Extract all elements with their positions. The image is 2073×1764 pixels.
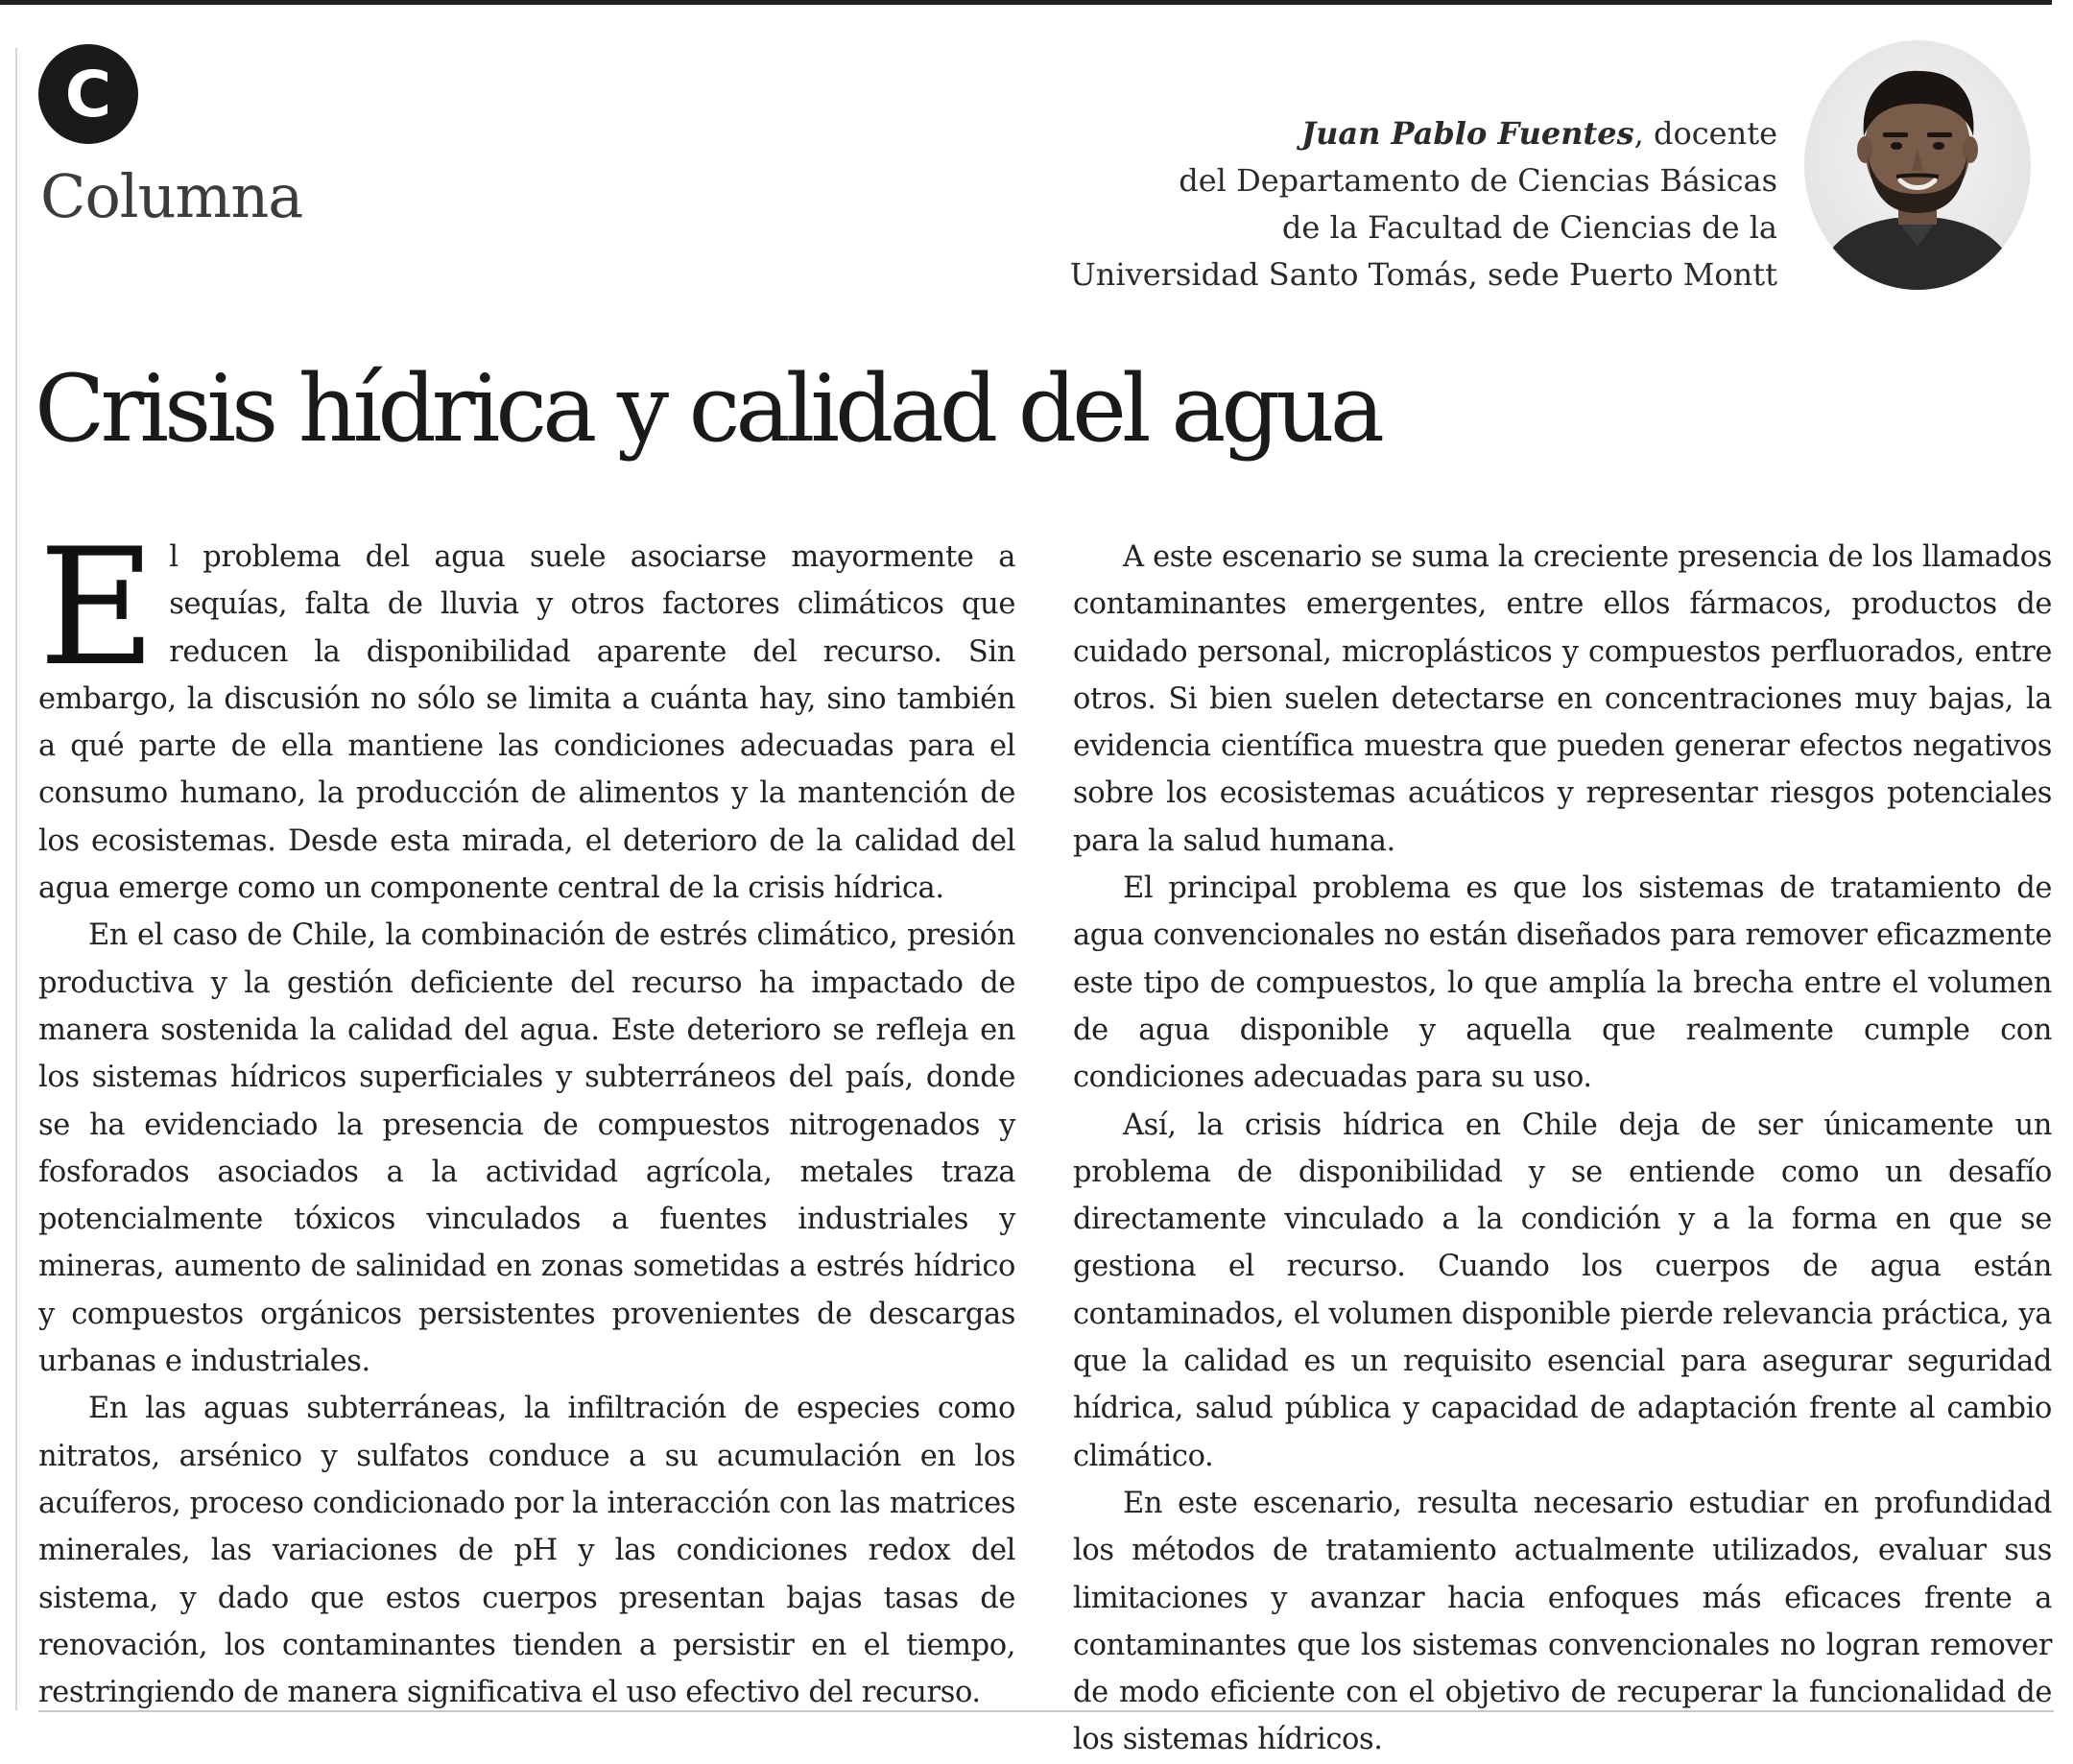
drop-cap: E (38, 513, 156, 702)
paragraph-text: l problema del agua suele asociarse mayormente a sequías, falta de lluvia y otros factores climáticos que reducen la disponibilidad aparente del recurso. Sin embargo, la discusión no sólo se limita a cuánta hay, sino también a qué parte de ella mantiene las condiciones adecuadas para el consumo humano, la producción de alimentos y la mantención de los ecosistemas. Desde esta mirada, el deterioro de la calidad del agua emerge como un componente central de la crisis hídrica. (38, 540, 1015, 906)
author-photo (1804, 40, 2031, 290)
byline-line-2: del Departamento de Ciencias Básicas (1179, 162, 1777, 199)
author-role: , docente (1633, 115, 1777, 152)
article-paragraph: El principal problema es que los sistemas de tratamiento de agua convencionales no están diseñados para remover eficazmente este tipo de compuestos, lo que amplía la brecha entre el volumen de agua disponible y aquella que realmente cumple con condiciones adecuadas para su uso. (1073, 871, 2052, 1095)
section-label: Columna (40, 161, 303, 231)
byline-line-4: Universidad Santo Tomás, sede Puerto Montt (1069, 256, 1777, 293)
article-paragraph: En el caso de Chile, la combinación de estrés climático, presión productiva y la gestión deficiente del recurso ha impactado de manera sostenida la calidad del agua. Este deterioro se refleja en los sistemas hídricos superficiales y subterráneos del país, donde se ha evidenciado la presencia de compuestos nitrogenados y fosforados asociados a la actividad agrícola, metales traza potencialmente tóxicos vinculados a fuentes industriales y mineras, aumento de salinidad en zonas sometidas a estrés hídrico y compuestos orgánicos persistentes provenientes de descargas urbanas e industriales. (38, 918, 1015, 1379)
article-column-left (38, 513, 1015, 1716)
article-paragraph: Así, la crisis hídrica en Chile deja de ser únicamente un problema de disponibilidad y se entiende como un desafío directamente vinculado a la condición y a la forma en que se gestiona el recurso. Cuando los cuerpos de agua están contaminados, el volumen disponible pierde relevancia práctica, ya que la calidad es un requisito esencial para asegurar seguridad hídrica, salud pública y capacidad de adaptación frente al cambio climático. (1073, 1108, 2052, 1473)
article-paragraph: A este escenario se suma la creciente presencia de los llamados contaminantes emergentes, entre ellos fármacos, productos de cuidado personal, microplásticos y compuestos perfluorados, entre otros. Si bien suelen detectarse en concentraciones muy bajas, la evidencia científica muestra que pueden generar efectos negativos sobre los ecosistemas acuáticos y representar riesgos potenciales para la salud humana. (1073, 540, 2052, 858)
article-paragraph: En las aguas subterráneas, la infiltración de especies como nitratos, arsénico y sulfatos conduce a su acumulación en los acuíferos, proceso condicionado por la interacción con las matrices minerales, las variaciones de pH y las condiciones redox del sistema, y dado que estos cuerpos presentan bajas tasas de renovación, los contaminantes tienden a persistir en el tiempo, restringiendo de manera significativa el uso efectivo del recurso. (38, 1392, 1015, 1710)
left-column-rule (15, 48, 17, 1710)
author-portrait-icon (1804, 40, 2031, 290)
author-byline (990, 110, 1777, 298)
article-paragraph: En este escenario, resulta necesario estudiar en profundidad los métodos de tratamiento actualmente utilizados, evaluar sus limitaciones y avanzar hacia enfoques más eficaces frente a contaminantes que los sistemas convencionales no logran remover de modo eficiente con el objetivo de recuperar la funcionalidad de los sistemas hídricos. (1073, 1486, 2052, 1757)
byline-line-1 (990, 110, 1777, 157)
article-headline: Crisis hídrica y calidad del agua (35, 355, 1380, 463)
article-paragraph (38, 513, 1015, 912)
section-badge (38, 44, 138, 144)
article-column-right (1073, 534, 2052, 1764)
top-rule (0, 0, 2052, 5)
section-badge-letter: C (64, 57, 112, 131)
author-name: Juan Pablo Fuentes (1300, 115, 1634, 152)
byline-line-3: de la Facultad de Ciencias de la (1281, 209, 1777, 246)
